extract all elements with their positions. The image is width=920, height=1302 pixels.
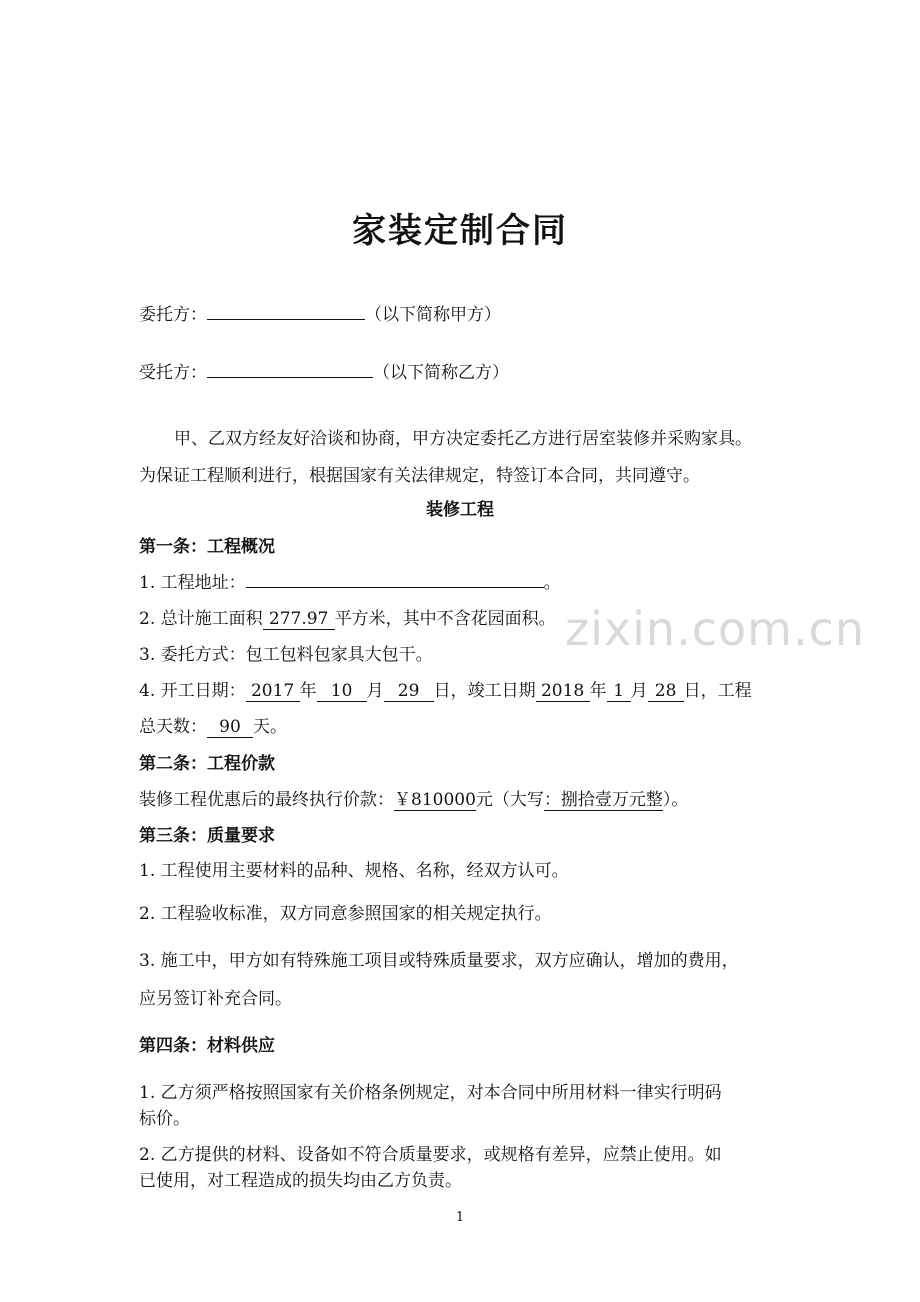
price-uppercase-label: 元（大写 (475, 790, 544, 810)
article-2-heading: 第二条：工程价款 (139, 754, 275, 774)
start-year: 2017 (246, 683, 300, 702)
area-note: 平方米，其中不含花园面积。 (334, 609, 556, 629)
client-suffix: （以下简称甲方） (365, 305, 501, 325)
year-label: 年 (299, 681, 317, 701)
address-line (139, 568, 561, 593)
client-label: 委托方： (139, 305, 207, 325)
quality-item-3-line-2: 应另签订补充合同。 (139, 989, 292, 1009)
document-title: 家装定制合同 (352, 211, 568, 251)
price-label: 装修工程优惠后的最终执行价款： (139, 790, 394, 810)
quality-item-3-line-1: 3. 施工中，甲方如有特殊施工项目或特殊质量要求，双方应确认，增加的费用， (139, 951, 739, 971)
supply-item-1-line-2: 标价。 (139, 1109, 190, 1129)
area-label: 2. 总计施工面积 (139, 609, 263, 629)
address-blank (246, 569, 544, 588)
end-date-label: 日，竣工日期 (433, 681, 536, 701)
supply-item-2-line-1: 2. 乙方提供的材料、设备如不符合质量要求，或规格有差异，应禁止使用。如 (139, 1145, 722, 1165)
article-1-heading: 第一条：工程概况 (139, 537, 275, 557)
page-number: 1 (455, 1210, 465, 1225)
start-day: 29 (384, 683, 434, 702)
days-unit: 天。 (253, 717, 287, 737)
price-line (139, 785, 688, 811)
start-month: 10 (317, 683, 367, 702)
quality-item-1: 1. 工程使用主要材料的品种、规格、名称，经双方认可。 (139, 861, 569, 881)
supply-item-1-line-1: 1. 乙方须严格按照国家有关价格条例规定，对本合同中所用材料一律实行明码 (139, 1083, 722, 1103)
end-day: 28 (648, 683, 684, 702)
address-end: 。 (543, 573, 561, 593)
total-days-line (139, 712, 287, 738)
project-label: 日，工程 (683, 681, 752, 701)
price-end: ）。 (662, 790, 689, 810)
price-value: ￥810000 (394, 790, 476, 810)
address-label: 1. 工程地址： (139, 573, 246, 593)
contractor-label: 受托方： (139, 363, 207, 383)
end-month: 1 (607, 683, 631, 702)
dates-line (139, 676, 752, 702)
month-label-2: 月 (630, 681, 648, 701)
end-year: 2018 (536, 683, 590, 702)
delegation-line: 3. 委托方式：包工包料包家具大包干。 (139, 645, 433, 665)
client-blank (207, 301, 365, 320)
total-days-value: 90 (207, 719, 253, 738)
start-date-label: 4. 开工日期： (139, 681, 246, 701)
contractor-suffix: （以下简称乙方） (373, 363, 509, 383)
contractor-blank (207, 359, 373, 378)
year-label-2: 年 (589, 681, 607, 701)
area-line (139, 604, 556, 630)
supply-item-2-line-2: 已使用，对工程造成的损失均由乙方负责。 (139, 1171, 462, 1191)
intro-line-1: 甲、乙双方经友好洽谈和协商，甲方决定委托乙方进行居室装修并采购家具。 (174, 429, 752, 449)
total-days-label: 总天数： (139, 717, 207, 737)
month-label: 月 (366, 681, 384, 701)
watermark: zixin.com.cn (565, 602, 866, 656)
article-3-heading: 第三条：质量要求 (139, 826, 275, 846)
quality-item-2: 2. 工程验收标准，双方同意参照国家的相关规定执行。 (139, 904, 552, 924)
article-4-heading: 第四条：材料供应 (139, 1036, 275, 1056)
area-value: 277.97 (263, 611, 335, 630)
client-line (139, 300, 501, 325)
intro-line-2: 为保证工程顺利进行，根据国家有关法律规定，特签订本合同，共同遵守。 (139, 466, 700, 486)
price-in-words: ：捌拾壹万元整 (543, 790, 663, 810)
section-title: 装修工程 (426, 500, 494, 520)
contractor-line (139, 358, 509, 383)
